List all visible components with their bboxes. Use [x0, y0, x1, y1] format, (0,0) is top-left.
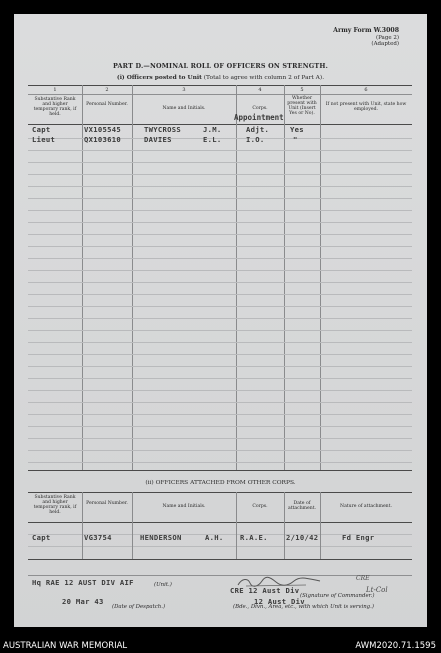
ruled-line [28, 414, 412, 415]
table2-col-divider [284, 492, 285, 559]
header-rank: Substantive Rank and higher temporary rank, if held. [33, 97, 77, 118]
ruled-line [28, 162, 412, 163]
ruled-line [28, 438, 412, 439]
row-present: " [293, 135, 298, 144]
ruled-line [28, 342, 412, 343]
section1-title [14, 74, 427, 81]
row-corps: I.O. [246, 135, 265, 144]
header-personal-number: Personal Number. [86, 501, 128, 506]
row-corps: Adjt. [246, 125, 270, 134]
row-personal-number: QX103610 [84, 135, 122, 144]
ruled-line [28, 546, 412, 547]
section2-title: (ii) OFFICERS ATTACHED FROM OTHER CORPS. [145, 480, 296, 486]
ruled-line [28, 366, 412, 367]
appointment-stamp: Appointment [234, 113, 284, 122]
ruled-line [28, 402, 412, 403]
form-id: Army Form W.3008 [333, 27, 399, 34]
table2-col-divider [320, 492, 321, 559]
table1-col-divider [236, 85, 237, 470]
row-rank: Capt [32, 533, 51, 542]
row-rank: Capt [32, 125, 51, 134]
form-page-number: (Page 2) [375, 34, 399, 41]
row-initials: E.L. [203, 135, 222, 144]
table2-header-rule [28, 522, 412, 523]
archive-caption-bar [0, 640, 441, 653]
col-number: 5 [300, 87, 304, 93]
ruled-line [28, 150, 412, 151]
signature-rank: Lt-Col [366, 586, 388, 594]
ruled-line [28, 210, 412, 211]
header-employment: If not present with Unit, state how employed. [325, 102, 407, 113]
ruled-line [28, 330, 412, 331]
table2-bottom-rule [28, 559, 412, 560]
col-number: 2 [105, 87, 109, 93]
ruled-line [28, 426, 412, 427]
form-adapted-note: (Adapted) [371, 41, 399, 48]
header-date-of-attachment: Date of attachment. [287, 501, 317, 512]
table1-col-divider [82, 85, 83, 470]
ruled-line [28, 174, 412, 175]
ruled-line [28, 354, 412, 355]
ruled-line [28, 378, 412, 379]
row-personal-number: VG3754 [84, 533, 112, 542]
header-personal-number: Personal Number. [86, 102, 128, 107]
ruled-line [28, 198, 412, 199]
archive-accession-number: AWM2020.71.1595 [355, 641, 436, 651]
formation-value-2: 12 Aust Div [254, 597, 305, 606]
table2-col-divider [82, 492, 83, 559]
row-personal-number: VX105545 [84, 125, 122, 134]
footer-rule [28, 575, 412, 576]
table2-top-rule [28, 492, 412, 493]
ruled-line [28, 306, 412, 307]
row-initials: J.M. [203, 125, 222, 134]
ruled-line [28, 294, 412, 295]
ruled-line [28, 282, 412, 283]
header-name: Name and Initials. [162, 106, 206, 111]
date-of-despatch-label: (Date of Despatch.) [112, 604, 166, 610]
formation-label: (Bde., Divn., Area, etc., with which Unit is serving.) [233, 604, 374, 610]
archive-name: AUSTRALIAN WAR MEMORIAL [3, 641, 128, 651]
col-number: 6 [364, 87, 368, 93]
ruled-line [28, 270, 412, 271]
row-surname: TWYCROSS [144, 125, 182, 134]
ruled-line [28, 222, 412, 223]
row-corps: R.A.E. [240, 533, 268, 542]
row-rank: Lieut [32, 135, 56, 144]
section1-note: (Total to agree with column 2 of Part A). [203, 75, 325, 81]
row-surname: DAVIES [144, 135, 172, 144]
col-number: 1 [53, 87, 57, 93]
table2-col-divider [236, 492, 237, 559]
table1-bottom-rule [28, 470, 412, 471]
ruled-line [28, 234, 412, 235]
formation-value: CRE 12 Aust Div [230, 586, 300, 595]
row-date-of-attachment: 2/10/42 [286, 533, 319, 542]
col-number: 4 [258, 87, 262, 93]
signature-label: (Signature of Commander.) [300, 593, 375, 599]
header-corps: Corps. [252, 106, 268, 111]
row-surname: HENDERSON [140, 533, 182, 542]
col-number: 3 [182, 87, 186, 93]
unit-value: Hq RAE 12 AUST DIV AIF [32, 578, 134, 587]
form-identifier [333, 28, 399, 48]
row-initials: A.H. [205, 533, 224, 542]
ruled-line [28, 186, 412, 187]
ruled-line [28, 462, 412, 463]
header-name: Name and Initials. [162, 504, 206, 509]
header-present: Whether present with Unit (Insert Yes or No). [287, 96, 317, 117]
ruled-line [28, 246, 412, 247]
row-nature-of-attachment: Fd Engr [342, 533, 375, 542]
header-corps: Corps. [252, 504, 268, 509]
ruled-line [28, 390, 412, 391]
table1-col-divider [132, 85, 133, 470]
section1-label: (i) Officers posted to Unit [116, 74, 202, 81]
date-of-despatch-value: 20 Mar 43 [62, 597, 104, 606]
signature-note: CRE [356, 575, 370, 582]
table2-col-divider [132, 492, 133, 559]
header-rank: Substantive Rank and higher temporary rank, if held. [33, 495, 77, 516]
form-page [14, 14, 427, 627]
ruled-line [28, 258, 412, 259]
part-title: PART D.—NOMINAL ROLL OF OFFICERS ON STRENGTH. [112, 62, 329, 70]
header-nature-of-attachment: Nature of attachment. [340, 504, 392, 509]
table1-col-divider [284, 85, 285, 470]
row-present: Yes [290, 125, 304, 134]
table1-top-rule [28, 85, 412, 86]
ruled-line [28, 318, 412, 319]
unit-label: (Unit.) [154, 582, 172, 588]
table1-colnum-rule [28, 94, 412, 95]
ruled-line [28, 450, 412, 451]
table1-col-divider [320, 85, 321, 470]
